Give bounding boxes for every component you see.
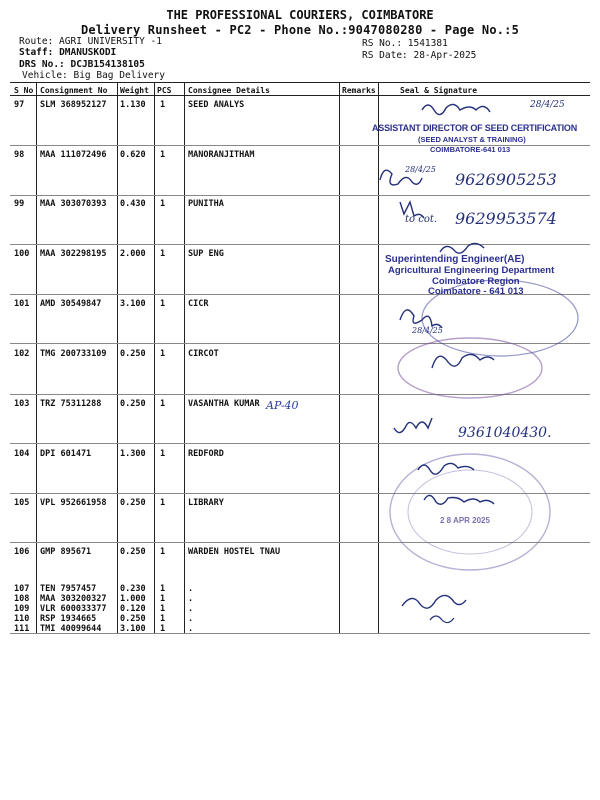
col-header-consignee: Consignee Details bbox=[188, 86, 270, 95]
row-consignment: GMP 895671 bbox=[40, 547, 92, 557]
row-weight: 0.620 bbox=[120, 150, 146, 160]
runsheet-title: Delivery Runsheet - PC2 - Phone No.:9047080280 - Page No.:5 bbox=[80, 23, 520, 37]
signature-scribble bbox=[424, 495, 494, 504]
row-weight: 0.250 bbox=[120, 614, 146, 624]
handwritten-remark: AP-40 bbox=[266, 399, 299, 412]
row-consignee: LIBRARY bbox=[188, 498, 224, 508]
rs-date: RS Date: 28-Apr-2025 bbox=[362, 50, 477, 61]
row-consignment: MAA 303200327 bbox=[40, 594, 107, 604]
signature-scribble bbox=[394, 418, 432, 433]
row-consignment: VLR 600033377 bbox=[40, 604, 107, 614]
row-consignment: SLM 368952127 bbox=[40, 100, 107, 110]
row-weight: 1.130 bbox=[120, 100, 146, 110]
handwritten-date: 28/4/25 bbox=[405, 165, 436, 174]
row-consignment: MAA 303070393 bbox=[40, 199, 107, 209]
signature-scribble bbox=[430, 616, 454, 623]
row-consignee: CICR bbox=[188, 299, 209, 309]
row-weight: 1.300 bbox=[120, 449, 146, 459]
handwritten-date: 28/4/25 bbox=[412, 326, 443, 335]
row-consignee: WARDEN HOSTEL TNAU bbox=[188, 547, 281, 557]
row-consignee: . bbox=[188, 584, 194, 594]
row-consignee: VASANTHA KUMAR bbox=[188, 399, 260, 409]
row-consignment: TMI 40099644 bbox=[40, 624, 102, 634]
col-header-pcs: PCS bbox=[157, 86, 172, 95]
vehicle-label: Vehicle: Big Bag Delivery bbox=[22, 70, 165, 81]
row-pcs: 1 bbox=[160, 150, 166, 160]
row-weight: 0.250 bbox=[120, 498, 146, 508]
row-consignment: VPL 952661958 bbox=[40, 498, 107, 508]
seed-stamp-line2: (SEED ANALYST & TRAINING) bbox=[418, 135, 526, 144]
eng-stamp-line4: Coimbatore - 641 013 bbox=[428, 286, 524, 297]
row-consignment: MAA 302298195 bbox=[40, 249, 107, 259]
drs-label: DRS No.: bbox=[19, 59, 65, 70]
row-pcs: 1 bbox=[160, 449, 166, 459]
row-sno: 109 bbox=[14, 604, 30, 614]
row-pcs: 1 bbox=[160, 349, 166, 359]
staff-label: Staff: bbox=[19, 47, 54, 58]
row-consignment: TRZ 75311288 bbox=[40, 399, 102, 409]
round-stamp bbox=[390, 454, 550, 570]
row-weight: 0.120 bbox=[120, 604, 146, 614]
drs-value: DCJB154138105 bbox=[70, 59, 145, 70]
signature-scribble bbox=[422, 104, 490, 114]
col-header-signature: Seal & Signature bbox=[400, 86, 478, 95]
oval-stamp bbox=[398, 338, 542, 398]
row-pcs: 1 bbox=[160, 594, 166, 604]
row-pcs: 1 bbox=[160, 547, 166, 557]
row-weight: 2.000 bbox=[120, 249, 146, 259]
seed-stamp-line3: COIMBATORE-641 013 bbox=[430, 145, 511, 154]
row-consignee: . bbox=[188, 624, 194, 634]
col-header-consignment: Consignment No bbox=[40, 86, 108, 95]
eng-stamp-line3: Coimbatore Region bbox=[432, 276, 520, 287]
row-pcs: 1 bbox=[160, 299, 166, 309]
row-sno: 111 bbox=[14, 624, 30, 634]
row-sno: 98 bbox=[14, 150, 25, 160]
row-consignee: SEED ANALYS bbox=[188, 100, 245, 110]
handwritten-note: to cot. bbox=[405, 214, 438, 225]
row-pcs: 1 bbox=[160, 624, 166, 634]
row-pcs: 1 bbox=[160, 199, 166, 209]
signature-scribble bbox=[440, 243, 484, 253]
route-label: Route: AGRI UNIVERSITY -1 bbox=[19, 36, 162, 47]
row-pcs: 1 bbox=[160, 584, 166, 594]
staff-value: DMANUSKODI bbox=[59, 47, 117, 58]
row-weight: 0.230 bbox=[120, 584, 146, 594]
row-sno: 106 bbox=[14, 547, 30, 557]
row-consignment: AMD 30549847 bbox=[40, 299, 102, 309]
row-consignment: MAA 111072496 bbox=[40, 150, 107, 160]
eng-stamp-line1: Superintending Engineer(AE) bbox=[385, 254, 525, 265]
row-consignee: REDFORD bbox=[188, 449, 224, 459]
row-pcs: 1 bbox=[160, 100, 166, 110]
col-header-sno: S No bbox=[14, 86, 34, 95]
row-pcs: 1 bbox=[160, 498, 166, 508]
row-pcs: 1 bbox=[160, 399, 166, 409]
date-stamp: 2 8 APR 2025 bbox=[440, 516, 490, 525]
row-weight: 0.250 bbox=[120, 547, 146, 557]
row-pcs: 1 bbox=[160, 604, 166, 614]
signature-scribble bbox=[432, 354, 494, 368]
seed-stamp-line1: ASSISTANT DIRECTOR OF SEED CERTIFICATION bbox=[372, 123, 578, 133]
eng-stamp-line2: Agricultural Engineering Department bbox=[388, 265, 555, 276]
row-consignee: MANORANJITHAM bbox=[188, 150, 255, 160]
row-sno: 102 bbox=[14, 349, 30, 359]
rs-number: RS No.: 1541381 bbox=[362, 38, 448, 49]
row-consignee: CIRCOT bbox=[188, 349, 219, 359]
row-weight: 0.430 bbox=[120, 199, 146, 209]
signature-scribble bbox=[418, 463, 474, 474]
row-consignee: SUP ENG bbox=[188, 249, 224, 259]
row-consignee: . bbox=[188, 604, 194, 614]
row-consignment: DPI 601471 bbox=[40, 449, 92, 459]
row-pcs: 1 bbox=[160, 614, 166, 624]
row-sno: 101 bbox=[14, 299, 30, 309]
row-consignment: RSP 1934665 bbox=[40, 614, 97, 624]
row-sno: 97 bbox=[14, 100, 25, 110]
row-sno: 110 bbox=[14, 614, 30, 624]
row-consignee: PUNITHA bbox=[188, 199, 224, 209]
row-weight: 3.100 bbox=[120, 299, 146, 309]
handwritten-phone: 9361040430. bbox=[458, 425, 552, 441]
row-consignee: . bbox=[188, 614, 194, 624]
row-weight: 1.000 bbox=[120, 594, 146, 604]
handwritten-date: 28/4/25 bbox=[530, 100, 565, 110]
row-sno: 100 bbox=[14, 249, 30, 259]
row-weight: 0.250 bbox=[120, 399, 146, 409]
col-header-weight: Weight bbox=[120, 86, 149, 95]
row-sno: 99 bbox=[14, 199, 25, 209]
handwritten-phone: 9626905253 bbox=[455, 170, 557, 189]
col-header-remarks: Remarks bbox=[342, 86, 376, 95]
round-stamp-inner bbox=[408, 470, 532, 554]
row-consignee: . bbox=[188, 594, 194, 604]
handwritten-phone: 9629953574 bbox=[455, 209, 557, 228]
company-title: THE PROFESSIONAL COURIERS, COIMBATORE bbox=[166, 8, 434, 22]
row-consignment: TEN 7957457 bbox=[40, 584, 97, 594]
row-sno: 103 bbox=[14, 399, 30, 409]
row-consignment: TMG 200733109 bbox=[40, 349, 107, 359]
row-weight: 0.250 bbox=[120, 349, 146, 359]
row-sno: 107 bbox=[14, 584, 30, 594]
row-sno: 104 bbox=[14, 449, 30, 459]
row-weight: 3.100 bbox=[120, 624, 146, 634]
row-pcs: 1 bbox=[160, 249, 166, 259]
signature-scribble bbox=[402, 595, 466, 608]
row-sno: 108 bbox=[14, 594, 30, 604]
row-sno: 105 bbox=[14, 498, 30, 508]
